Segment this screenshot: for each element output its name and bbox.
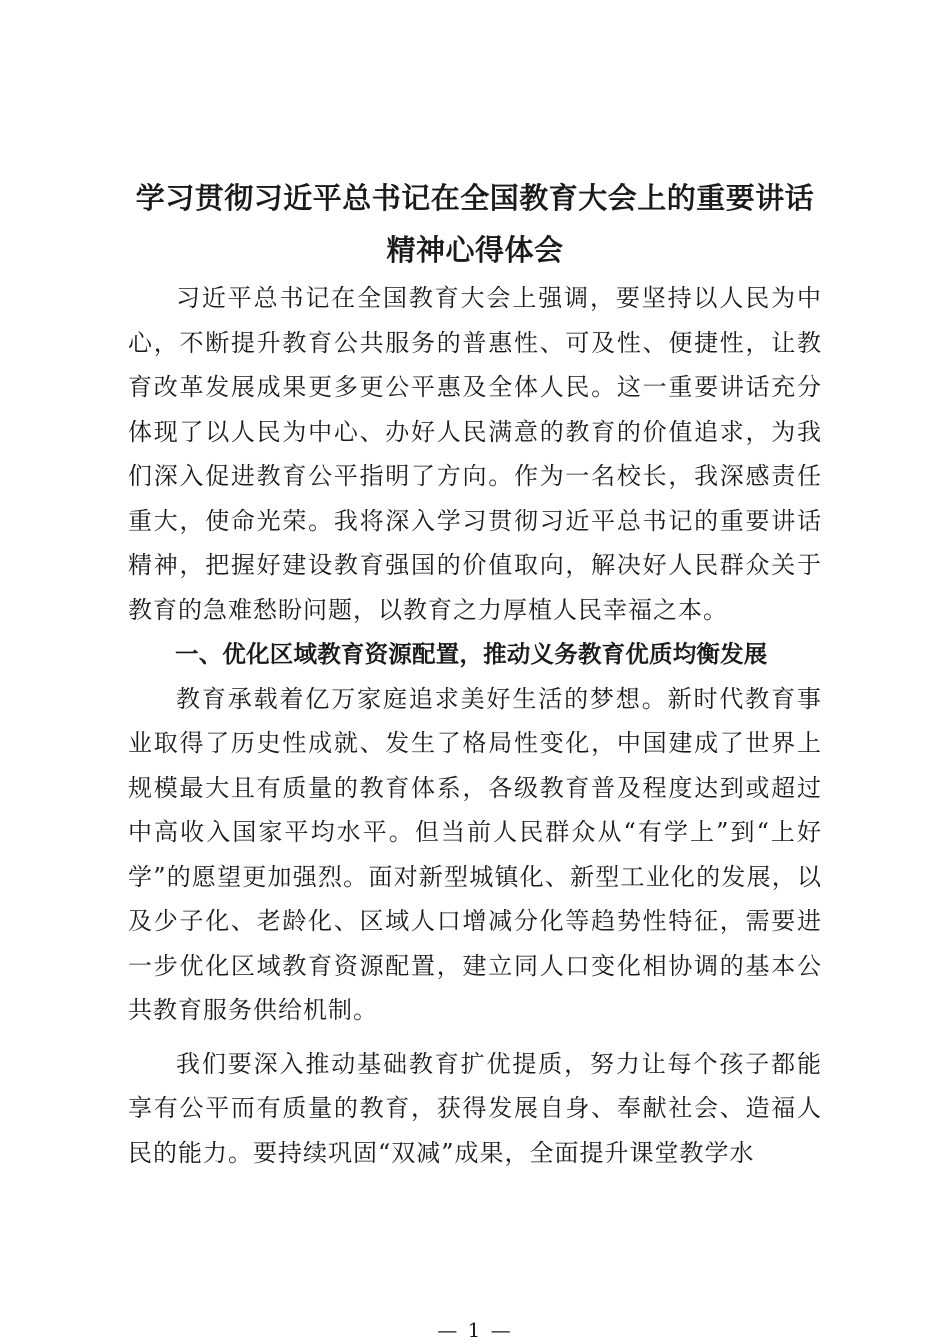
document-page (128, 172, 822, 1175)
paragraph-gap (128, 1033, 822, 1042)
body-paragraph: 我们要深入推动基础教育扩优提质，努力让每个孩子都能享有公平而有质量的教育，获得发展自身、奉献社会、造福人民的能力。要持续巩固“双减”成果，全面提升课堂教学水 (128, 1049, 822, 1167)
body-paragraph: 教育承载着亿万家庭追求美好生活的梦想。新时代教育事业取得了历史性成就、发生了格局性变化，中国建成了世界上规模最大且有质量的教育体系，各级教育普及程度达到或超过中高收入国家平均水平。但当前人民群众从“有学上”到“上好学”的愿望更加强烈。面对新型城镇化、新型工业化的发展，以及少子化、老龄化、区域人口增减分化等趋势性特征，需要进一步优化区域教育资源配置，建立同人口变化相协调的基本公共教育服务供给机制。 (128, 684, 822, 1024)
page-number: — 1 — (437, 1318, 513, 1342)
section-heading: 一、优化区域教育资源配置，推动义务教育优质均衡发展 (175, 640, 768, 668)
intro-paragraph: 习近平总书记在全国教育大会上强调，要坚持以人民为中心，不断提升教育公共服务的普惠性、可及性、便捷性，让教育改革发展成果更多更公平惠及全体人民。这一重要讲话充分体现了以人民为中心、办好人民满意的教育的价值追求，为我们深入促进教育公平指明了方向。作为一名校长，我深感责任重大，使命光荣。我将深入学习贯彻习近平总书记的重要讲话精神，把握好建设教育强国的价值取向，解决好人民群众关于教育的急难愁盼问题，以教育之力厚植人民幸福之本。 (128, 284, 822, 624)
document-title: 学习贯彻习近平总书记在全国教育大会上的重要讲话精神心得体会 (135, 181, 815, 267)
